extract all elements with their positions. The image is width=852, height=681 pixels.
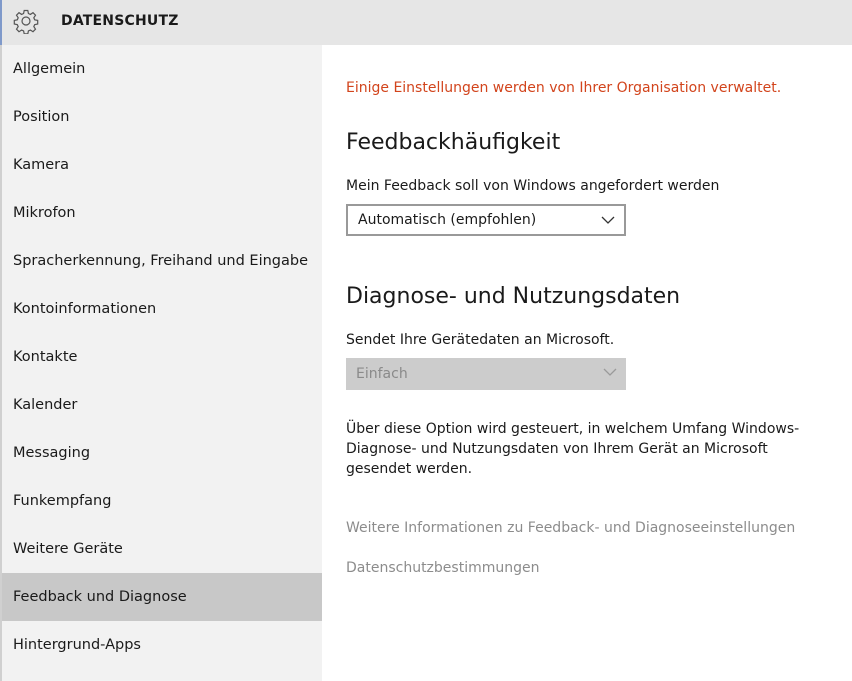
sidebar-item-kamera[interactable] <box>2 141 322 189</box>
settings-header <box>0 0 852 45</box>
diagnostics-description: Über diese Option wird gesteuert, in welchem Umfang Windows-Diagnose- und Nutzungsdaten von Ihrem Gerät an Microsoft gesendet werden. <box>346 421 800 477</box>
privacy-link[interactable]: Datenschutzbestimmungen <box>346 560 540 576</box>
gear-icon <box>13 8 39 34</box>
sidebar-item-kontoinformationen[interactable] <box>2 285 322 333</box>
sidebar-item-label: Kalender <box>13 397 78 413</box>
managed-notice: Einige Einstellungen werden von Ihrer Organisation verwaltet. <box>346 80 782 96</box>
sidebar-item-label: Position <box>13 109 70 125</box>
sidebar-item-label: Kontakte <box>13 349 78 365</box>
sidebar-item-feedback-diagnose[interactable] <box>2 573 322 621</box>
sidebar-item-label: Kamera <box>13 157 70 173</box>
sidebar-item-position[interactable] <box>2 93 322 141</box>
sidebar-item-label: Weitere Geräte <box>13 541 123 557</box>
sidebar-item-label: Hintergrund-Apps <box>13 637 141 653</box>
chevron-down-icon <box>601 214 615 226</box>
sidebar-item-spracherkennung[interactable] <box>2 237 322 285</box>
page-title: DATENSCHUTZ <box>61 13 179 29</box>
sidebar-item-label: Spracherkennung, Freihand und Eingabe <box>13 253 309 269</box>
sidebar-item-label: Mikrofon <box>13 205 76 221</box>
sidebar-item-label: Messaging <box>13 445 91 461</box>
feedback-heading: Feedbackhäufigkeit <box>346 130 561 155</box>
main-content <box>322 45 852 681</box>
feedback-frequency-dropdown[interactable] <box>346 204 626 236</box>
sidebar-item-label: Kontoinformationen <box>13 301 157 317</box>
sidebar <box>0 45 322 681</box>
sidebar-item-weitere-geraete[interactable] <box>2 525 322 573</box>
sidebar-item-label: Allgemein <box>13 61 86 77</box>
sidebar-item-mikrofon[interactable] <box>2 189 322 237</box>
sidebar-item-funkempfang[interactable] <box>2 477 322 525</box>
diagnostics-label: Sendet Ihre Gerätedaten an Microsoft. <box>346 332 615 348</box>
dropdown-value: Einfach <box>356 366 408 382</box>
more-info-link[interactable]: Weitere Informationen zu Feedback- und Diagnoseeinstellungen <box>346 520 796 536</box>
chevron-down-icon <box>603 366 617 378</box>
sidebar-item-hintergrund-apps[interactable] <box>2 621 322 669</box>
diagnostics-heading: Diagnose- und Nutzungsdaten <box>346 284 681 309</box>
sidebar-item-messaging[interactable] <box>2 429 322 477</box>
sidebar-item-label: Feedback und Diagnose <box>13 589 187 605</box>
diagnostics-level-dropdown <box>346 358 626 390</box>
sidebar-item-kontakte[interactable] <box>2 333 322 381</box>
dropdown-value: Automatisch (empfohlen) <box>358 212 537 228</box>
sidebar-item-kalender[interactable] <box>2 381 322 429</box>
feedback-label: Mein Feedback soll von Windows angefordert werden <box>346 178 720 194</box>
sidebar-item-allgemein[interactable] <box>2 45 322 93</box>
window-edge <box>0 0 2 45</box>
sidebar-item-label: Funkempfang <box>13 493 112 509</box>
